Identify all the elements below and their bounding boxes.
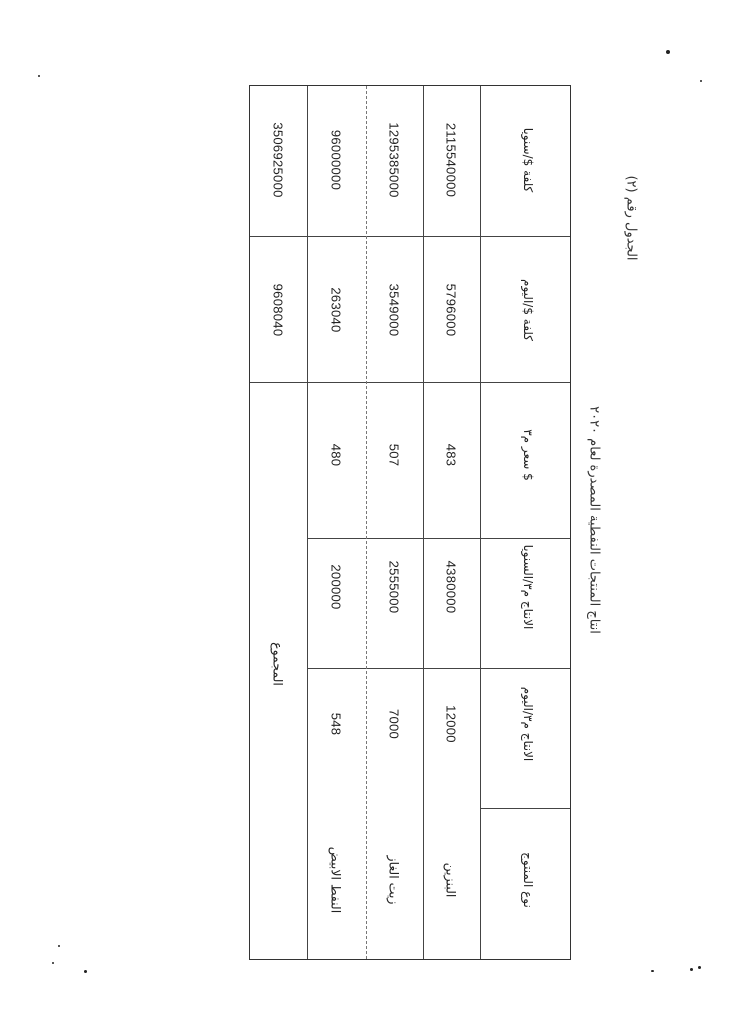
scan-speck	[698, 966, 701, 969]
row-gasoil-cost-year: 1295385000	[386, 122, 402, 198]
scan-speck	[84, 970, 87, 973]
grid-line	[366, 86, 367, 959]
row-gasoil-per-day: 7000	[386, 708, 402, 740]
scan-speck	[38, 75, 40, 77]
row-kerosene-cost-day: 263040	[328, 287, 344, 333]
scan-speck	[700, 80, 702, 82]
row-kerosene-product: النفط الابيض	[328, 846, 344, 914]
table-title: انتاج المنتجات النفطية المصدرة لعام ٢٠٢٠	[586, 406, 602, 634]
header-production-per-year: الانتاج م٣/السنويا	[521, 544, 535, 630]
row-gasoline-cost-day: 5796000	[443, 283, 459, 337]
data-table	[249, 85, 571, 960]
table-caption: الجدول رقم (٢)	[623, 175, 639, 261]
scan-speck	[651, 970, 654, 972]
grid-line	[250, 236, 570, 237]
row-gasoline-per-day: 12000	[443, 705, 459, 743]
row-kerosene-cost-year: 96000000	[328, 129, 344, 191]
row-gasoline-cost-year: 2115540000	[443, 122, 459, 198]
total-cost-day: 9608040	[270, 283, 286, 337]
row-gasoil-cost-day: 3549000	[386, 283, 402, 337]
row-gasoil-product: زيت الغاز	[386, 855, 402, 905]
grid-line	[480, 86, 481, 959]
grid-line	[307, 668, 570, 669]
scan-speck	[690, 968, 693, 971]
grid-line	[307, 538, 570, 539]
row-kerosene-price: 480	[328, 443, 344, 467]
grid-line	[480, 808, 570, 809]
header-cost-per-year: كلفة $/سنويا	[521, 127, 535, 193]
total-cost-year: 3506925000	[270, 122, 286, 198]
row-gasoline-price: 483	[443, 443, 459, 467]
row-gasoline-product: البنزين	[443, 862, 459, 898]
scan-speck	[52, 962, 54, 964]
grid-line	[250, 382, 570, 383]
header-product-type: نوع المنتوج	[521, 852, 535, 908]
grid-line	[423, 86, 424, 959]
header-cost-per-day: كلفة $/اليوم	[521, 279, 535, 341]
header-price-per-m3: سعر م٣ $	[521, 429, 535, 481]
grid-line	[307, 86, 308, 959]
scan-speck	[58, 945, 60, 947]
scan-speck	[666, 50, 670, 54]
row-gasoline-per-year: 4380000	[443, 560, 459, 614]
row-gasoil-per-year: 2555000	[386, 560, 402, 614]
total-label: المجموع	[270, 642, 286, 686]
row-kerosene-per-year: 200000	[328, 564, 344, 610]
row-kerosene-per-day: 548	[328, 712, 344, 736]
header-production-per-day: الانتاج م٣/اليوم	[521, 686, 535, 762]
row-gasoil-price: 507	[386, 443, 402, 467]
